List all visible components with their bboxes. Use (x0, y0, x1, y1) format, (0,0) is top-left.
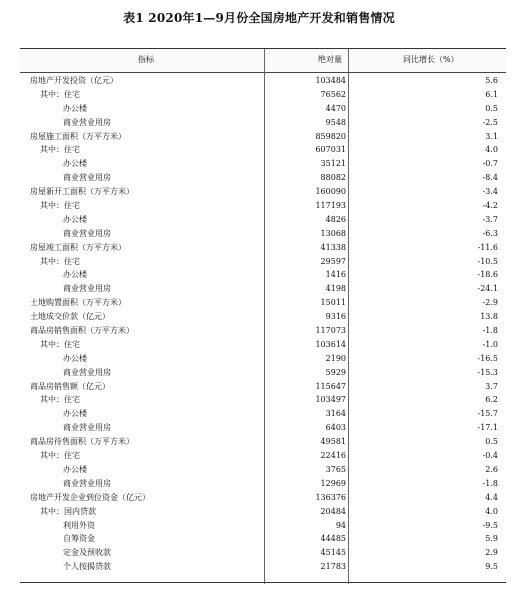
table-row (20, 199, 506, 213)
row-value: 9548 (325, 117, 346, 127)
table-row (20, 380, 506, 394)
table-row (20, 241, 506, 255)
row-change: 13.8 (480, 312, 498, 322)
row-label: 商业营业用房 (63, 173, 111, 183)
row-label: 其中：住宅 (40, 89, 80, 99)
row-label: 办公楼 (63, 353, 87, 363)
row-value: 3765 (325, 464, 346, 474)
row-label: 其中：住宅 (40, 395, 80, 405)
row-label: 自筹资金 (63, 534, 95, 544)
row-label: 商业营业用房 (63, 423, 111, 433)
row-change: 2.9 (485, 548, 498, 558)
row-label: 商业营业用房 (63, 478, 111, 488)
row-value: 117193 (315, 201, 346, 211)
row-value: 3164 (325, 409, 346, 419)
row-value: 103614 (315, 339, 346, 349)
row-label: 办公楼 (63, 270, 87, 280)
row-label: 房屋竣工面积（万平方米） (30, 242, 126, 252)
table-row (20, 338, 506, 352)
row-label: 其中：住宅 (40, 201, 80, 211)
row-value: 45145 (320, 548, 346, 558)
row-label: 商业营业用房 (63, 228, 111, 238)
row-change: -15.3 (477, 367, 498, 377)
row-label: 办公楼 (63, 103, 87, 113)
table-row (20, 296, 506, 310)
table-row (20, 268, 506, 282)
row-change: 4.4 (485, 492, 498, 502)
row-change: 0.5 (485, 103, 498, 113)
row-label: 其中：住宅 (40, 256, 80, 266)
row-change: 3.7 (485, 381, 498, 391)
row-change: -9.5 (482, 520, 498, 530)
row-value: 607031 (315, 145, 346, 155)
table-row (20, 519, 506, 533)
row-label: 房屋新开工面积（万平方米） (30, 187, 134, 197)
table-row (20, 130, 506, 144)
row-value: 4470 (325, 103, 346, 113)
table-row (20, 560, 506, 574)
row-label: 商品房销售面积（万平方米） (30, 326, 134, 336)
row-change: -15.7 (477, 409, 498, 419)
table-row (20, 324, 506, 338)
row-change: -2.9 (482, 298, 498, 308)
table-row (20, 185, 506, 199)
row-change: -3.7 (482, 214, 498, 224)
row-label: 商品房待售面积（万平方米） (30, 437, 134, 447)
row-value: 49581 (320, 437, 346, 447)
table-row (20, 393, 506, 407)
row-label: 其中：住宅 (40, 339, 80, 349)
row-change: -8.4 (482, 173, 498, 183)
table-row (20, 421, 506, 435)
row-value: 859820 (315, 131, 346, 141)
row-value: 29597 (320, 256, 346, 266)
row-label: 其中：住宅 (40, 145, 80, 155)
table-title: 表1 2020年1—9月份全国房地产开发和销售情况 (123, 11, 395, 25)
row-value: 21783 (320, 562, 346, 572)
table-row (20, 102, 506, 116)
table-row (20, 255, 506, 269)
table-row (20, 171, 506, 185)
row-value: 12969 (320, 478, 346, 488)
table-header (20, 49, 506, 73)
row-value: 41338 (320, 242, 346, 252)
table-row (20, 157, 506, 171)
row-value: 4826 (325, 214, 346, 224)
header-absolute: 绝对量 (318, 55, 342, 64)
row-change: -4.2 (482, 201, 498, 211)
row-label: 房地产开发企业到位资金（亿元） (30, 492, 150, 502)
row-label: 办公楼 (63, 214, 87, 224)
row-change: -0.7 (482, 159, 498, 169)
row-change: -1.0 (482, 339, 498, 349)
table-row (20, 366, 506, 380)
row-value: 103484 (315, 76, 346, 85)
row-change: 2.6 (485, 464, 498, 474)
table-row (20, 463, 506, 477)
table-row (20, 505, 506, 519)
row-change: 3.1 (485, 131, 498, 141)
row-label: 定金及预收款 (63, 548, 111, 558)
row-change: 4.0 (485, 506, 498, 516)
row-label: 商业营业用房 (63, 117, 111, 127)
header-indicator: 指标 (138, 55, 154, 64)
row-label: 商品房销售额（亿元） (30, 381, 110, 391)
table-row (20, 532, 506, 546)
table-row (20, 116, 506, 130)
row-change: -3.4 (482, 187, 498, 197)
table-row (20, 449, 506, 463)
table-row (20, 88, 506, 102)
row-value: 35121 (320, 159, 346, 169)
row-change: 6.1 (485, 89, 498, 99)
row-change: -1.8 (482, 478, 498, 488)
table-row (20, 213, 506, 227)
row-value: 1416 (325, 270, 346, 280)
row-label: 商业营业用房 (63, 284, 111, 294)
row-value: 117073 (315, 326, 346, 336)
table-body (20, 74, 506, 574)
row-value: 20484 (320, 506, 346, 516)
row-change: -24.1 (477, 284, 498, 294)
table-row (20, 310, 506, 324)
row-change: 5.9 (485, 534, 498, 544)
row-change: -11.6 (477, 242, 498, 252)
row-value: 9316 (325, 312, 346, 322)
row-value: 115647 (315, 381, 346, 391)
row-label: 办公楼 (63, 409, 87, 419)
row-change: 9.5 (485, 562, 498, 572)
row-label: 土地购置面积（万平方米） (30, 298, 126, 308)
row-label: 土地成交价款（亿元） (30, 312, 110, 322)
row-label: 其中：国内贷款 (40, 506, 96, 516)
row-change: -0.4 (482, 451, 498, 461)
row-change: 0.5 (485, 437, 498, 447)
table-row (20, 435, 506, 449)
row-change: -10.5 (477, 256, 498, 266)
row-value: 76562 (320, 89, 346, 99)
table-row (20, 491, 506, 505)
row-value: 2190 (325, 353, 346, 363)
row-value: 6403 (325, 423, 346, 433)
row-change: 5.6 (485, 76, 498, 85)
table-row (20, 74, 506, 88)
row-label: 办公楼 (63, 464, 87, 474)
table-row (20, 546, 506, 560)
table-row (20, 477, 506, 491)
row-change: -6.3 (482, 228, 498, 238)
row-value: 22416 (320, 451, 346, 461)
row-change: 4.0 (485, 145, 498, 155)
data-table (20, 48, 506, 583)
table-row (20, 282, 506, 296)
row-label: 其中：住宅 (40, 451, 80, 461)
row-change: -18.6 (477, 270, 498, 280)
row-change: -2.5 (482, 117, 498, 127)
row-value: 5929 (325, 367, 346, 377)
row-value: 44485 (320, 534, 346, 544)
row-change: -1.8 (482, 326, 498, 336)
row-label: 个人按揭贷款 (63, 562, 111, 572)
table-row (20, 143, 506, 157)
row-value: 4198 (325, 284, 346, 294)
row-value: 160090 (315, 187, 346, 197)
row-label: 房地产开发投资（亿元） (30, 76, 118, 85)
header-yoy: 同比增长（%） (403, 55, 459, 64)
row-label: 商业营业用房 (63, 367, 111, 377)
row-change: 6.2 (485, 395, 498, 405)
row-value: 103497 (315, 395, 346, 405)
row-change: -16.5 (477, 353, 498, 363)
table-row (20, 227, 506, 241)
row-value: 88082 (320, 173, 346, 183)
table-row (20, 407, 506, 421)
row-label: 办公楼 (63, 159, 87, 169)
row-label: 房屋施工面积（万平方米） (30, 131, 126, 141)
table-row (20, 352, 506, 366)
row-value: 136376 (315, 492, 346, 502)
row-value: 94 (335, 520, 346, 530)
row-value: 15011 (320, 298, 346, 308)
row-label: 利用外资 (63, 520, 95, 530)
row-value: 13068 (320, 228, 346, 238)
row-change: -17.1 (477, 423, 498, 433)
